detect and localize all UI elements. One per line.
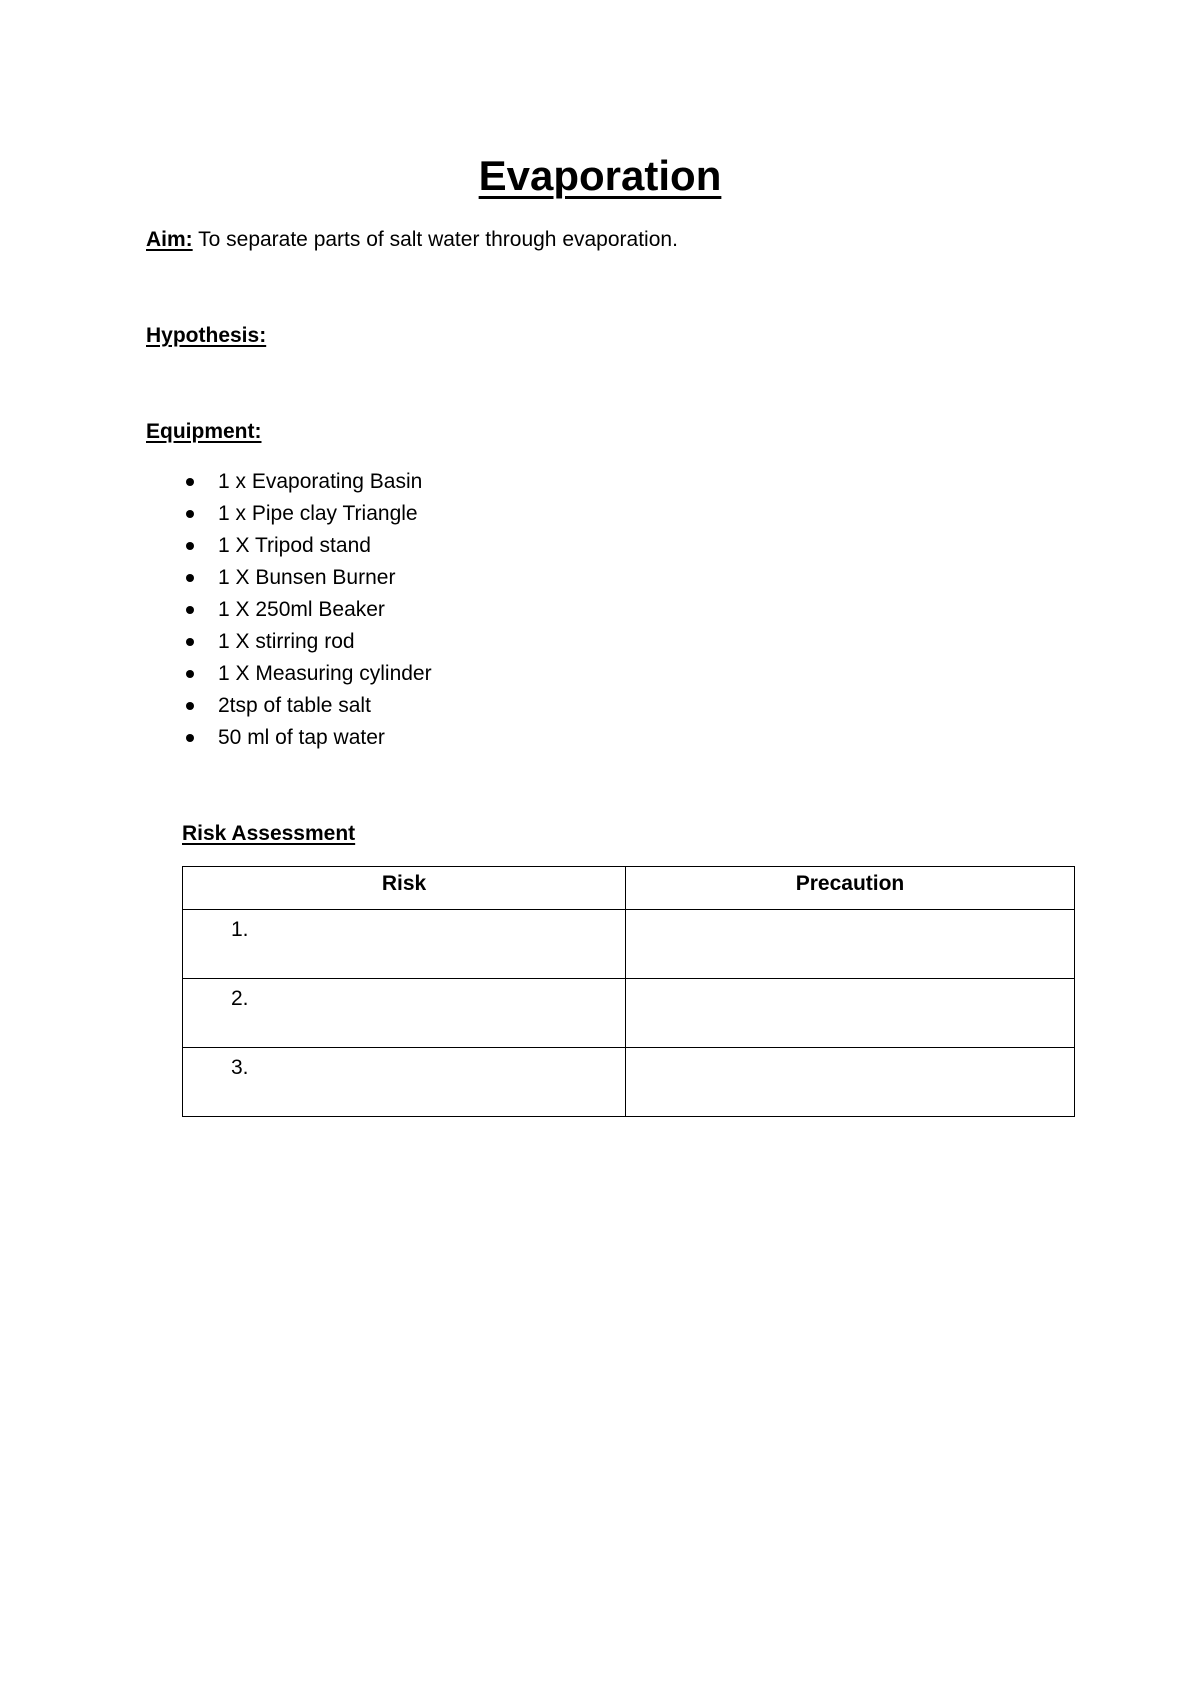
precaution-cell[interactable] [626,1048,1075,1117]
risk-cell[interactable] [183,1048,626,1117]
equipment-item-text: 1 X 250ml Beaker [218,598,385,621]
equipment-item-text: 1 X Measuring cylinder [218,662,432,685]
bullet-icon [186,638,194,646]
equipment-item-text: 1 X Tripod stand [218,534,371,557]
document-title: Evaporation [478,152,722,199]
list-item [146,562,432,594]
equipment-label: Equipment: [146,420,262,443]
hypothesis-label: Hypothesis: [146,324,267,347]
precaution-cell[interactable] [626,910,1075,979]
aim-text: To separate parts of salt water through evaporation. [192,228,678,251]
precaution-cell[interactable] [626,979,1075,1048]
row-number: 2. [231,987,249,1010]
list-item [146,658,432,690]
hypothesis-line [146,322,266,350]
table-row [183,979,1075,1048]
row-number: 3. [231,1056,249,1079]
aim-line [146,226,678,254]
bullet-icon [186,734,194,742]
equipment-item-text: 1 X stirring rod [218,630,355,653]
table-header-row [183,867,1075,910]
table-row [183,1048,1075,1117]
equipment-item-text: 1 x Evaporating Basin [218,470,423,493]
equipment-list [146,466,432,754]
aim-label: Aim: [146,228,193,251]
equipment-item-text: 50 ml of tap water [218,726,385,749]
list-item [146,530,432,562]
risk-assessment-table [182,866,1075,1117]
bullet-icon [186,702,194,710]
risk-cell[interactable] [183,979,626,1048]
list-item [146,498,432,530]
row-number: 1. [231,918,249,941]
table-row [183,910,1075,979]
risk-cell[interactable] [183,910,626,979]
list-item [146,690,432,722]
equipment-line [146,418,262,446]
equipment-item-text: 2tsp of table salt [218,694,371,717]
list-item [146,466,432,498]
risk-column-header: Risk [183,867,626,910]
list-item [146,594,432,626]
bullet-icon [186,574,194,582]
list-item [146,722,432,754]
equipment-item-text: 1 x Pipe clay Triangle [218,502,418,525]
bullet-icon [186,606,194,614]
bullet-icon [186,542,194,550]
equipment-item-text: 1 X Bunsen Burner [218,566,396,589]
bullet-icon [186,478,194,486]
risk-assessment-heading: Risk Assessment [182,822,356,845]
precaution-column-header: Precaution [626,867,1075,910]
list-item [146,626,432,658]
bullet-icon [186,510,194,518]
bullet-icon [186,670,194,678]
